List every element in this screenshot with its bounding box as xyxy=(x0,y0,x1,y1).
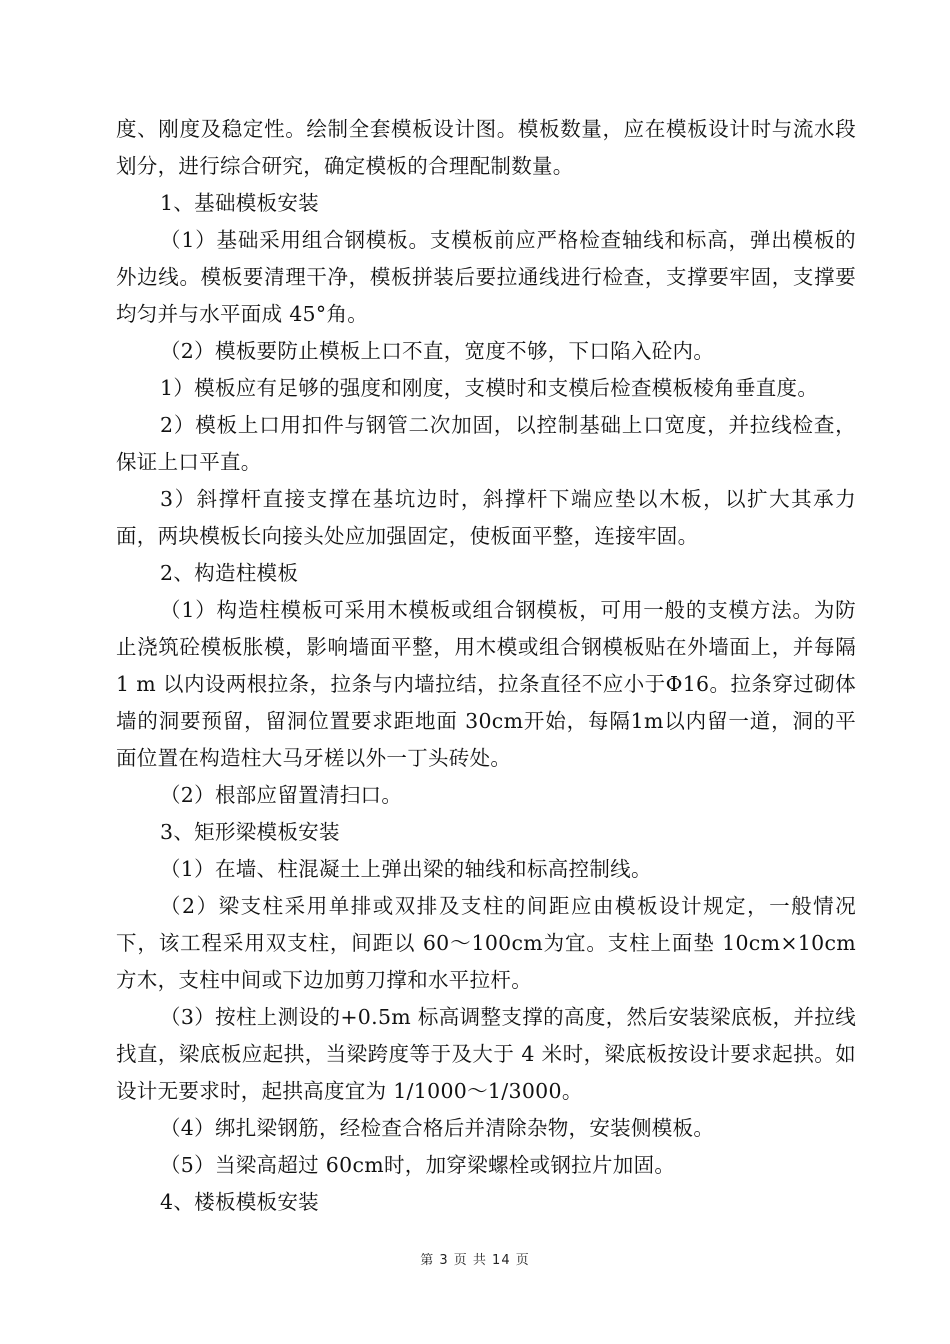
paragraph: 1）模板应有足够的强度和刚度，支模时和支模后检查模板棱角垂直度。 xyxy=(160,376,819,400)
paragraph: （1）构造柱模板可采用木模板或组合钢模板，可用一般的支模方法。为防止浇筑砼模板胀模，影响墙面平整，用木模或组合钢模板贴在外墙面上，并每隔 1 m 以内设两根拉条，拉条与内墙拉结，拉条直径不应小于Φ16。拉条穿过砌体墙的洞要预留，留洞位置要求距地面 30cm开始，每隔1m以内留一道，洞的平面位置在构造柱大马牙槎以外一丁头砖处。 xyxy=(116,598,856,770)
paragraph: 2）模板上口用扣件与钢管二次加固，以控制基础上口宽度，并拉线检查，保证上口平直。 xyxy=(116,413,856,474)
body-text xyxy=(116,111,856,1221)
paragraph: （3）按柱上测设的+0.5m 标高调整支撑的高度，然后安装梁底板，并拉线找直，梁底板应起拱，当梁跨度等于及大于 4 米时，梁底板按设计要求起拱。如设计无要求时，起拱高度宜为 1/1000～1/3000。 xyxy=(116,1005,856,1103)
paragraph: （2）模板要防止模板上口不直，宽度不够，下口陷入砼内。 xyxy=(160,339,715,363)
paragraph: （5）当梁高超过 60cm时，加穿梁螺栓或钢拉片加固。 xyxy=(160,1153,676,1177)
paragraph: （1）在墙、柱混凝土上弹出梁的轴线和标高控制线。 xyxy=(160,857,652,881)
paragraph: 3）斜撑杆直接支撑在基坑边时，斜撑杆下端应垫以木板，以扩大其承力面，两块模板长向接头处应加强固定，使板面平整，连接牢固。 xyxy=(116,487,856,548)
page-footer: 第 3 页 共 14 页 xyxy=(420,1253,530,1268)
paragraph: 2、构造柱模板 xyxy=(160,561,299,585)
paragraph: （2）根部应留置清扫口。 xyxy=(160,783,403,807)
paragraph: 3、矩形梁模板安装 xyxy=(160,820,340,844)
paragraph: 度、刚度及稳定性。绘制全套模板设计图。模板数量，应在模板设计时与流水段划分，进行综合研究，确定模板的合理配制数量。 xyxy=(116,117,856,178)
paragraph: （2）梁支柱采用单排或双排及支柱的间距应由模板设计规定，一般情况下，该工程采用双支柱，间距以 60～100cm为宜。支柱上面垫 10cm×10cm方木，支柱中间或下边加剪刀撑和水平拉杆。 xyxy=(116,894,856,992)
paragraph: 4、楼板模板安装 xyxy=(160,1190,319,1214)
paragraph: 1、基础模板安装 xyxy=(160,191,319,215)
paragraph: （4）绑扎梁钢筋，经检查合格后并清除杂物，安装侧模板。 xyxy=(160,1116,715,1140)
paragraph: （1）基础采用组合钢模板。支模板前应严格检查轴线和标高，弹出模板的外边线。模板要清理干净，模板拼装后要拉通线进行检查，支撑要牢固，支撑要均匀并与水平面成 45°角。 xyxy=(116,228,856,326)
